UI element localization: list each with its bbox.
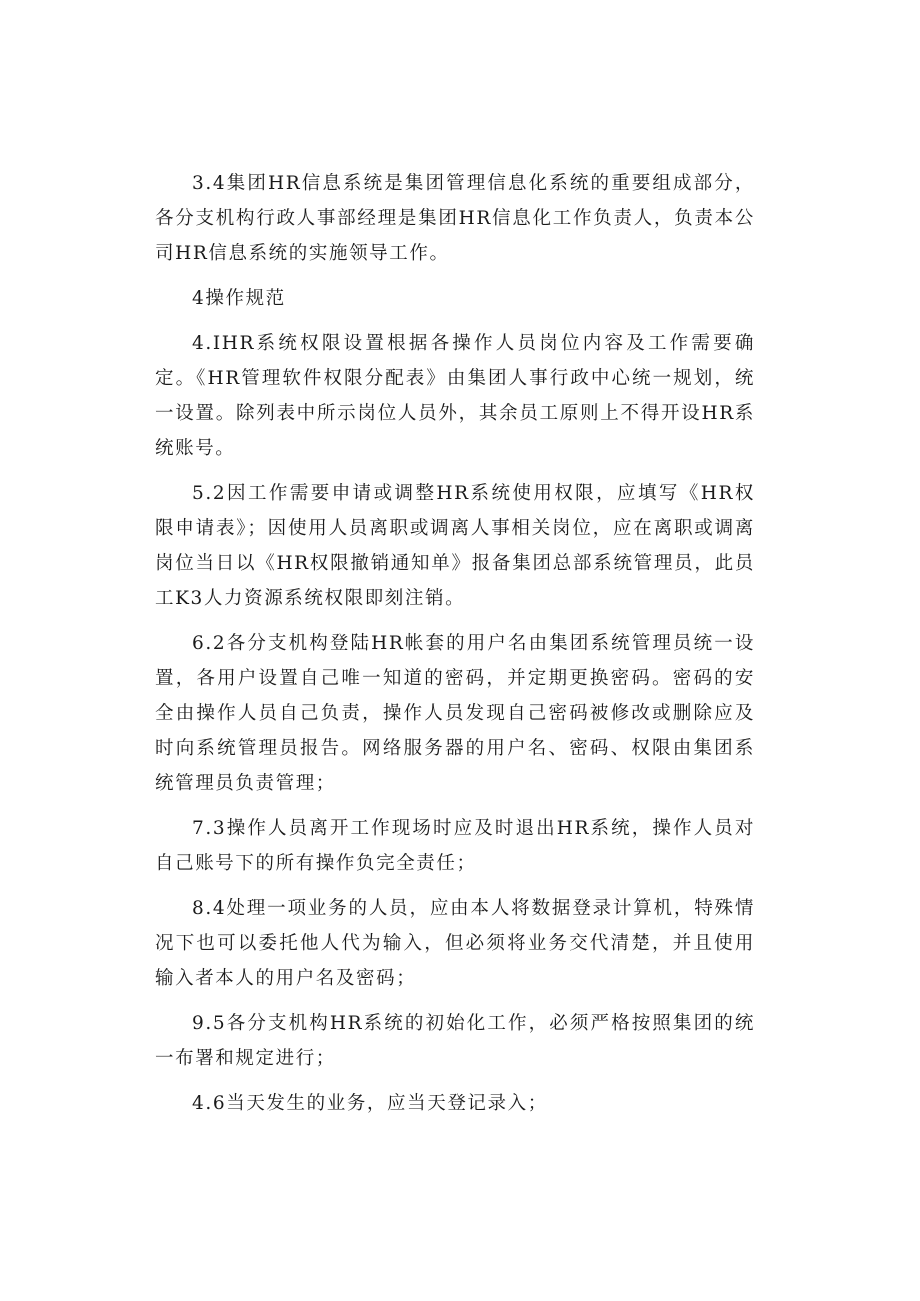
paragraph-4-1: 4.IHR系统权限设置根据各操作人员岗位内容及工作需要确定。《HR管理软件权限分配表》由集团人事行政中心统一规划，统一设置。除列表中所示岗位人员外，其余员工原则上不得开设HR系统账号。 bbox=[155, 333, 755, 459]
section-heading-operation-rules: 4操作规范 bbox=[192, 288, 286, 309]
paragraph-5-2: 5.2因工作需要申请或调整HR系统使用权限，应填写《HR权限申请表》；因使用人员离职或调离人事相关岗位，应在离职或调离岗位当日以《HR权限撤销通知单》报备集团总部系统管理员，此员工K3人力资源系统权限即刻注销。 bbox=[155, 483, 755, 609]
paragraph-4-6: 4.6当天发生的业务，应当天登记录入； bbox=[192, 1093, 548, 1114]
document-body bbox=[155, 166, 755, 1131]
paragraph-8-4: 8.4处理一项业务的人员，应由本人将数据登录计算机，特殊情况下也可以委托他人代为输入，但必须将业务交代清楚，并且使用输入者本人的用户名及密码； bbox=[155, 898, 755, 989]
paragraph-7-3: 7.3操作人员离开工作现场时应及时退出HR系统，操作人员对自己账号下的所有操作负完全责任； bbox=[155, 818, 755, 874]
paragraph-9-5: 9.5各分支机构HR系统的初始化工作，必须严格按照集团的统一布署和规定进行； bbox=[155, 1013, 755, 1069]
paragraph-3-4: 3.4集团HR信息系统是集团管理信息化系统的重要组成部分，各分支机构行政人事部经理是集团HR信息化工作负责人，负责本公司HR信息系统的实施领导工作。 bbox=[155, 173, 755, 264]
paragraph-6-2: 6.2各分支机构登陆HR帐套的用户名由集团系统管理员统一设置，各用户设置自己唯一知道的密码，并定期更换密码。密码的安全由操作人员自己负责，操作人员发现自己密码被修改或删除应及时向系统管理员报告。网络服务器的用户名、密码、权限由集团系统管理员负责管理； bbox=[155, 633, 755, 794]
